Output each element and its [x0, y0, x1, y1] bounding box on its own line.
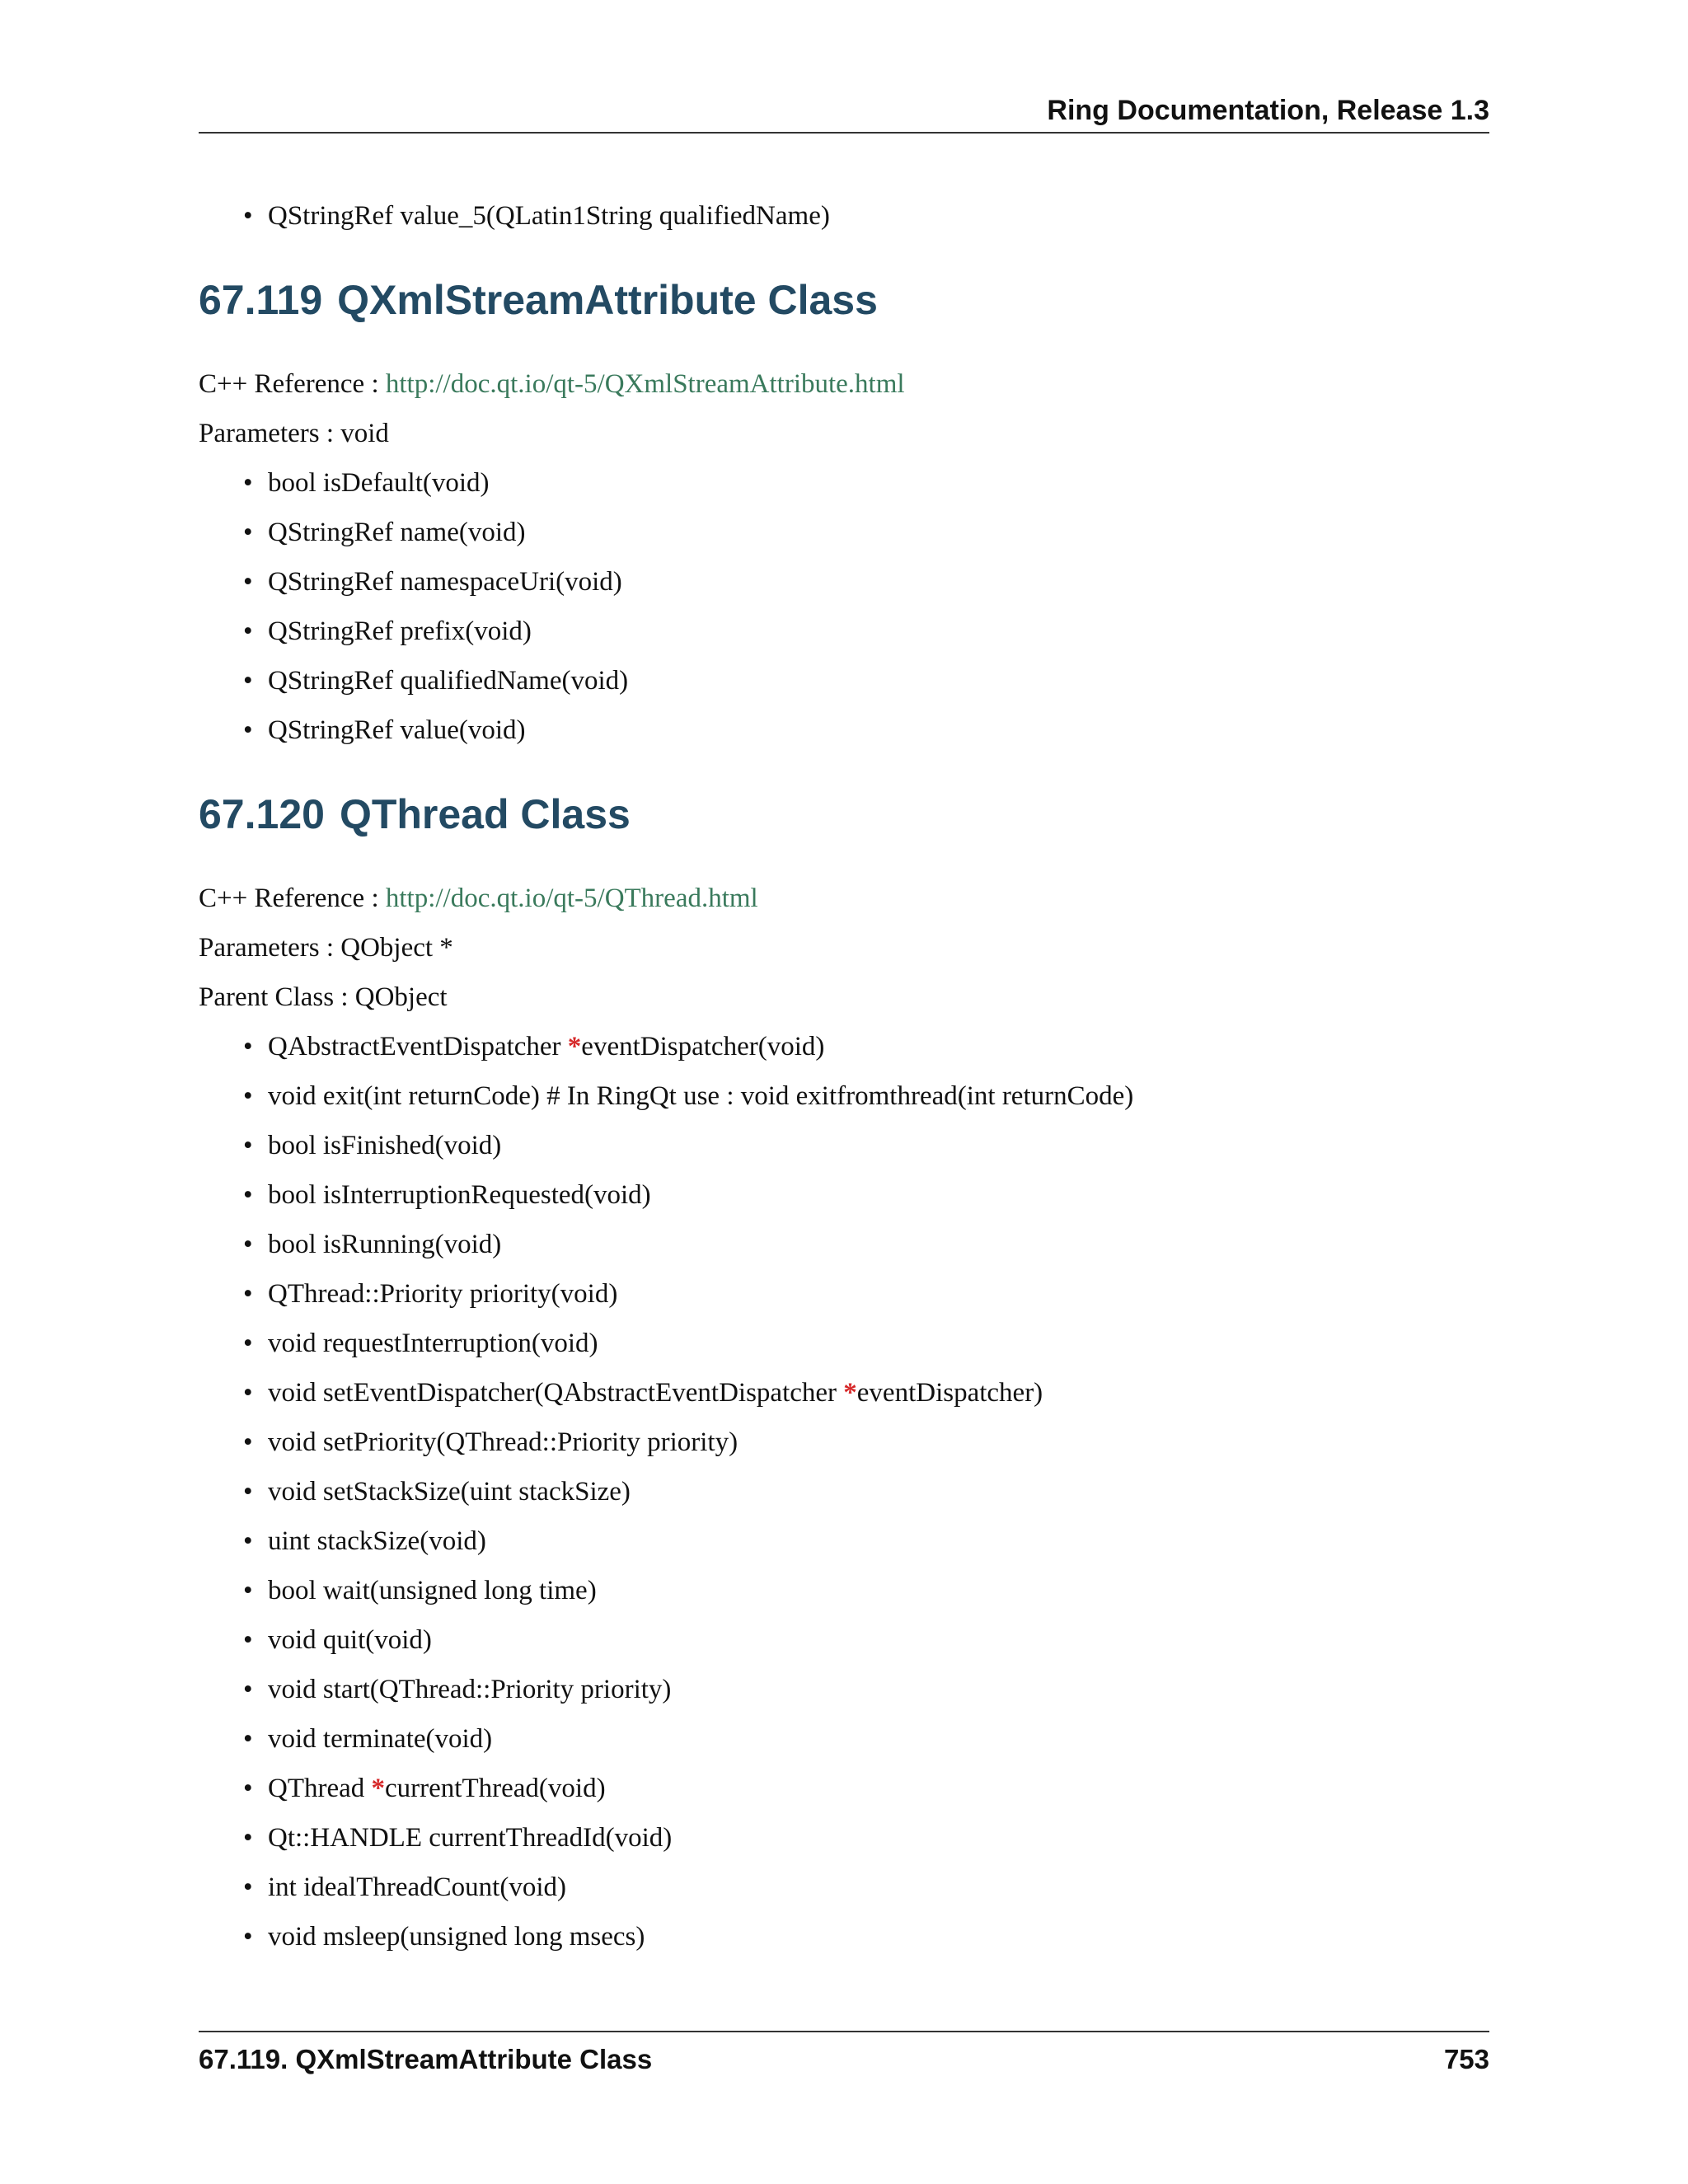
bullet-icon: • — [243, 1576, 253, 1605]
bullet-icon: • — [243, 1180, 253, 1210]
bullet-icon: • — [243, 1724, 253, 1754]
bullet-icon: • — [243, 1081, 253, 1111]
bullet-icon: • — [243, 468, 253, 498]
list-item: • QStringRef value(void) — [199, 705, 1489, 755]
list-item: • void setStackSize(uint stackSize) — [199, 1467, 1489, 1516]
bullet-icon: • — [243, 567, 253, 597]
bullet-icon: • — [243, 201, 253, 231]
intro-list — [199, 191, 1489, 241]
list-item: • void setEventDispatcher(QAbstractEventDispatcher *eventDispatcher) — [199, 1368, 1489, 1418]
list-item: • Qt::HANDLE currentThreadId(void) — [199, 1813, 1489, 1863]
list-item: • void msleep(unsigned long msecs) — [199, 1912, 1489, 1961]
method-list — [199, 1022, 1489, 1961]
list-item: • QStringRef prefix(void) — [199, 607, 1489, 656]
list-item: • QThread *currentThread(void) — [199, 1764, 1489, 1813]
list-item: • bool isRunning(void) — [199, 1220, 1489, 1269]
list-item: • void requestInterruption(void) — [199, 1319, 1489, 1368]
bullet-icon: • — [243, 1675, 253, 1704]
pointer-star: * — [843, 1378, 857, 1408]
page-header — [199, 95, 1489, 134]
bullet-icon: • — [243, 1230, 253, 1259]
list-item: • bool isFinished(void) — [199, 1121, 1489, 1170]
page-footer — [199, 2031, 1489, 2072]
reference-link[interactable]: http://doc.qt.io/qt-5/QThread.html — [385, 883, 758, 913]
pointer-star: * — [371, 1774, 386, 1803]
list-item: • QAbstractEventDispatcher *eventDispatcher(void) — [199, 1022, 1489, 1071]
method-list — [199, 458, 1489, 755]
pointer-star: * — [567, 1032, 582, 1062]
list-item: • QThread::Priority priority(void) — [199, 1269, 1489, 1319]
bullet-icon: • — [243, 666, 253, 696]
list-item: • void setPriority(QThread::Priority priority) — [199, 1418, 1489, 1467]
bullet-icon: • — [243, 1823, 253, 1853]
list-item: • int idealThreadCount(void) — [199, 1863, 1489, 1912]
parameters-text: Parameters : void — [199, 419, 389, 448]
bullet-icon: • — [243, 518, 253, 547]
bullet-icon: • — [243, 1032, 253, 1062]
bullet-icon: • — [243, 1131, 253, 1160]
list-item: • QStringRef name(void) — [199, 508, 1489, 557]
bullet-icon: • — [243, 1774, 253, 1803]
parent-class-text: Parent Class : QObject — [199, 982, 448, 1012]
page-number: 753 — [1443, 2044, 1489, 2074]
list-item: • void exit(int returnCode) # In RingQt use : void exitfromthread(int returnCode) — [199, 1071, 1489, 1121]
list-item: • QStringRef value_5(QLatin1String qualifiedName) — [199, 191, 1489, 241]
section-heading-qxmlstreamattribute: 67.119 QXmlStreamAttribute Class — [199, 277, 878, 323]
list-item: • QStringRef namespaceUri(void) — [199, 557, 1489, 607]
bullet-icon: • — [243, 1329, 253, 1358]
list-item: • bool wait(unsigned long time) — [199, 1566, 1489, 1615]
header-title: Ring Documentation, Release 1.3 — [1047, 95, 1489, 126]
parameters-text: Parameters : QObject * — [199, 933, 453, 963]
cpp-reference: C++ Reference : http://doc.qt.io/qt-5/QThread.html — [199, 883, 758, 913]
bullet-icon: • — [243, 1625, 253, 1655]
list-item: • bool isInterruptionRequested(void) — [199, 1170, 1489, 1220]
bullet-icon: • — [243, 1427, 253, 1457]
bullet-icon: • — [243, 616, 253, 646]
page-content — [199, 191, 1489, 1961]
cpp-reference: C++ Reference : http://doc.qt.io/qt-5/QXmlStreamAttribute.html — [199, 369, 905, 399]
bullet-icon: • — [243, 1872, 253, 1902]
list-item: • bool isDefault(void) — [199, 458, 1489, 508]
bullet-icon: • — [243, 1477, 253, 1507]
list-item: • QStringRef qualifiedName(void) — [199, 656, 1489, 705]
list-item: • void start(QThread::Priority priority) — [199, 1665, 1489, 1714]
bullet-icon: • — [243, 715, 253, 745]
bullet-icon: • — [243, 1922, 253, 1952]
bullet-icon: • — [243, 1279, 253, 1309]
bullet-icon: • — [243, 1526, 253, 1556]
bullet-icon: • — [243, 1378, 253, 1408]
list-item: • void quit(void) — [199, 1615, 1489, 1665]
footer-section-title: 67.119. QXmlStreamAttribute Class — [199, 2044, 653, 2074]
section-heading-qthread: 67.120 QThread Class — [199, 791, 631, 837]
reference-link[interactable]: http://doc.qt.io/qt-5/QXmlStreamAttribute.html — [385, 369, 905, 399]
list-item: • void terminate(void) — [199, 1714, 1489, 1764]
list-item: • uint stackSize(void) — [199, 1516, 1489, 1566]
